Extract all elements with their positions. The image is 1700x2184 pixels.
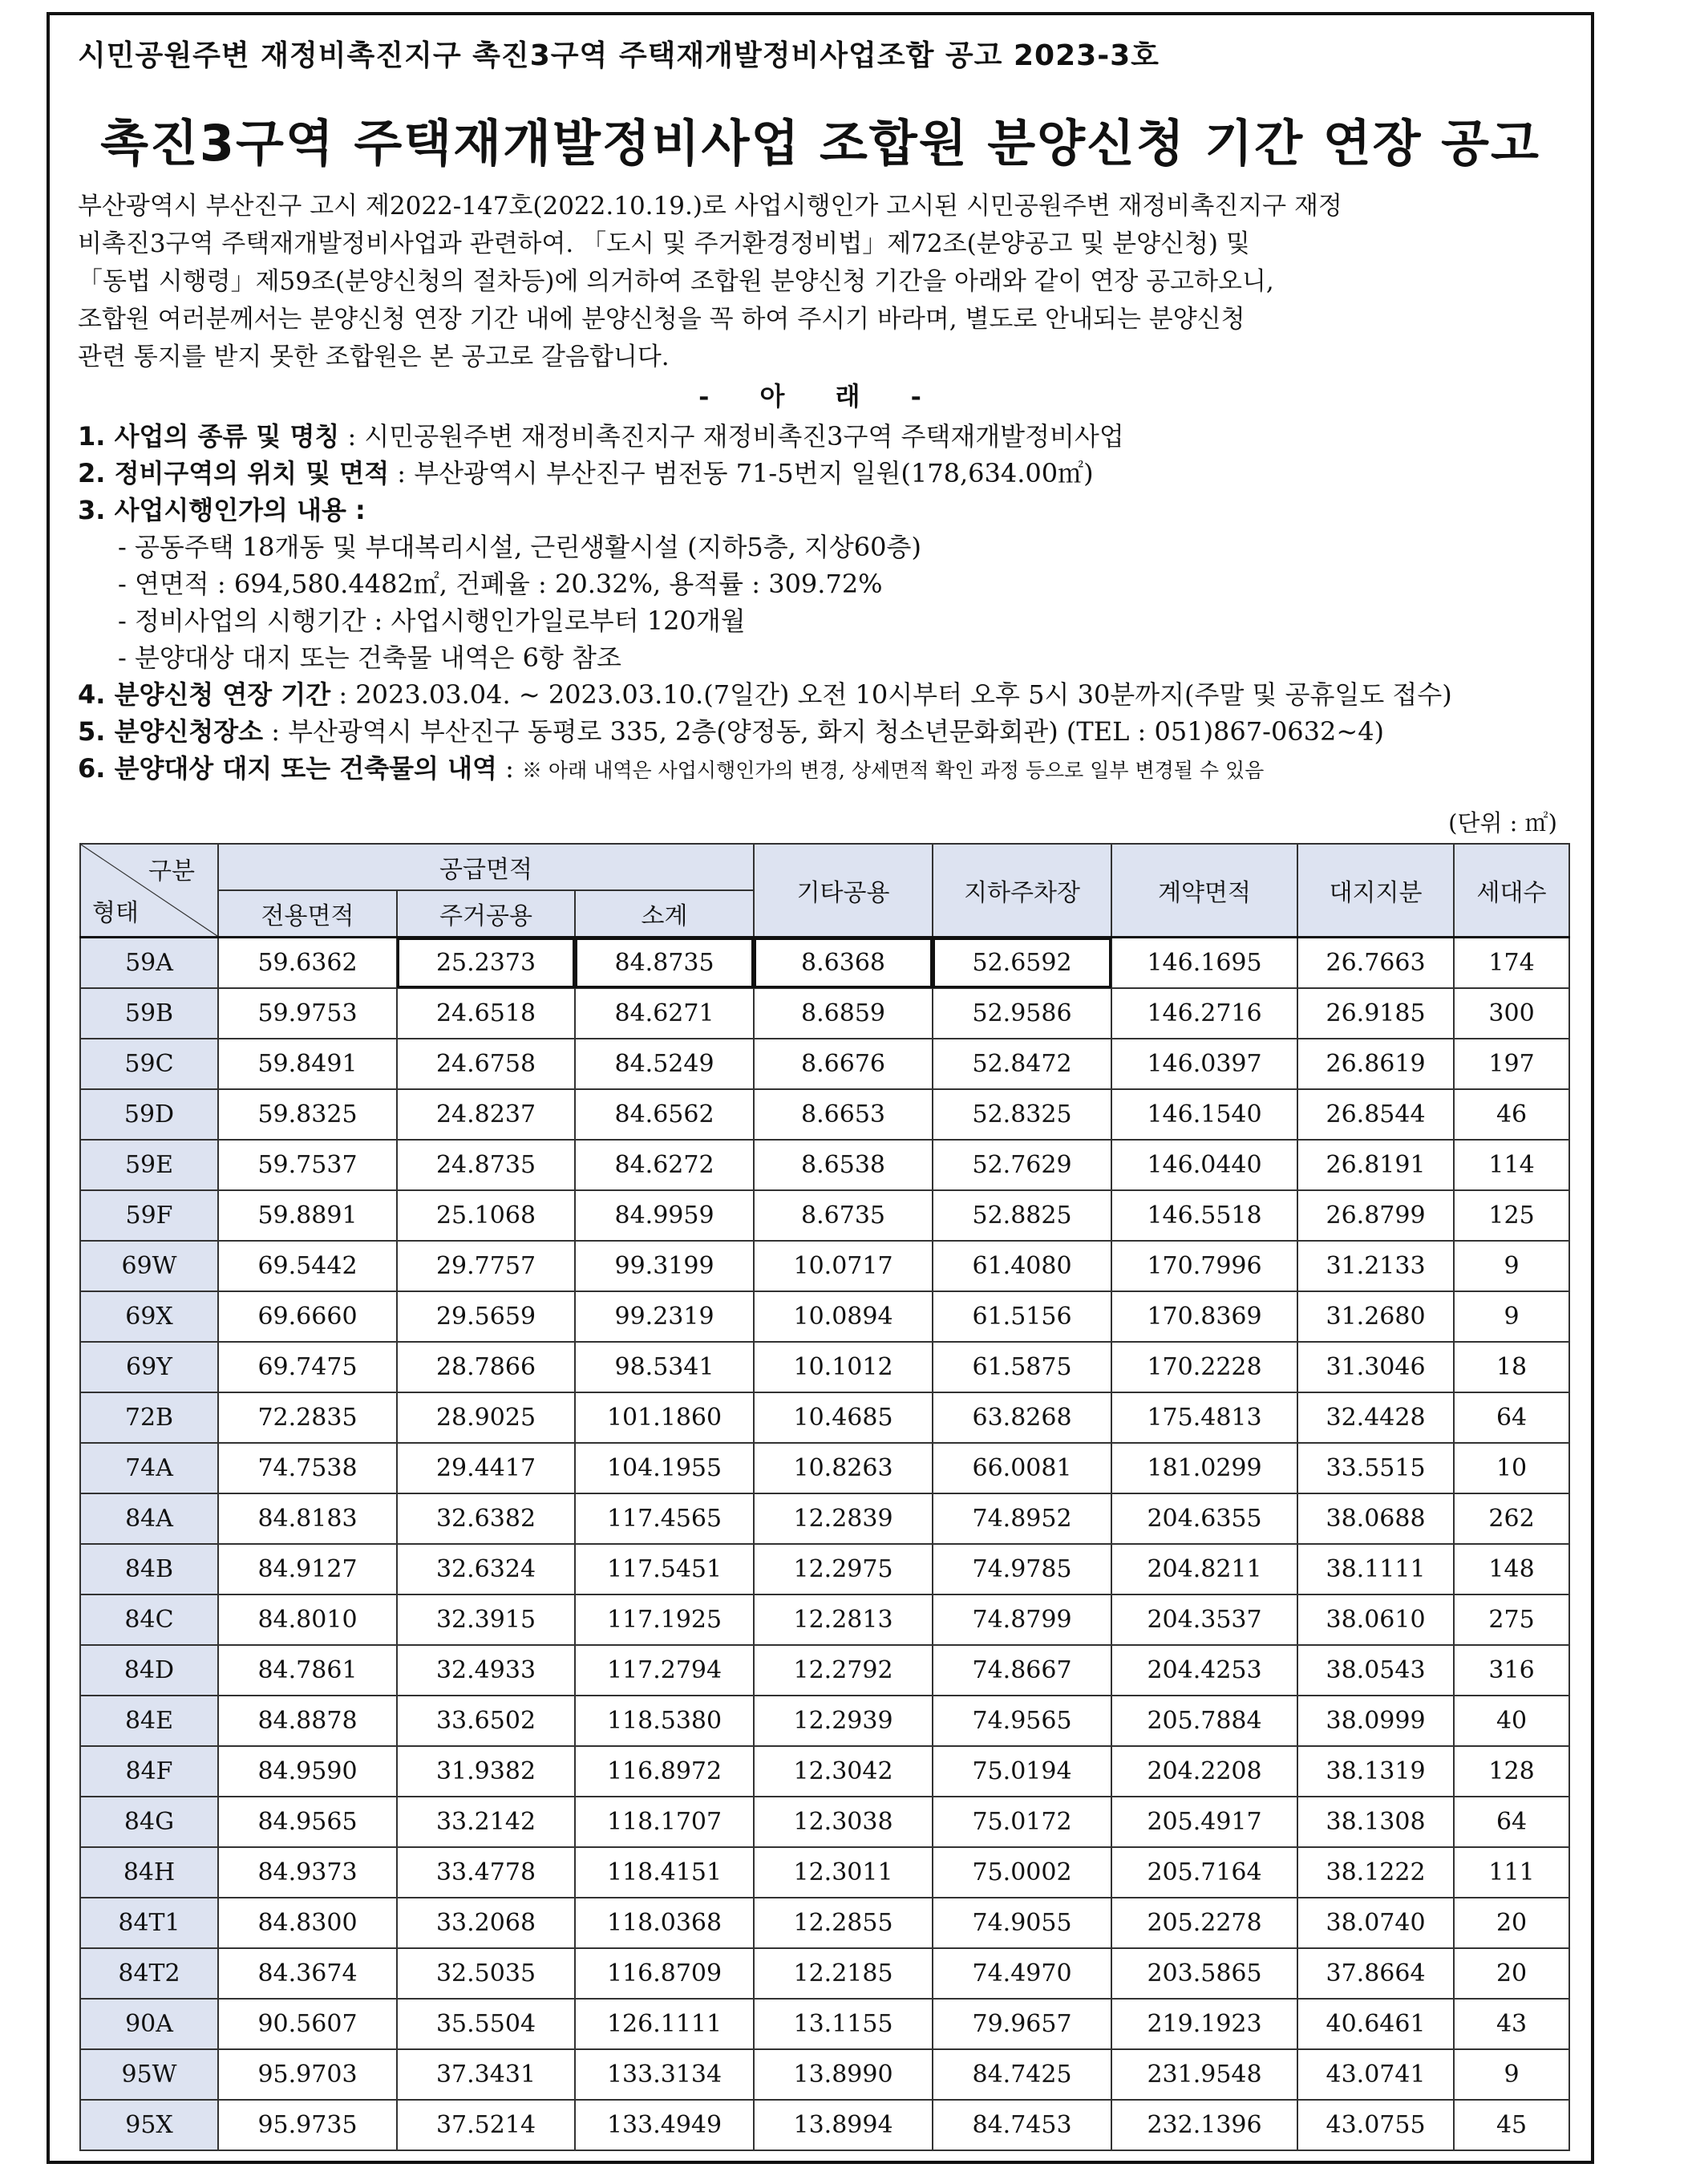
contract-cell: 146.1540 [1111, 1089, 1297, 1140]
households-cell: 43 [1454, 1999, 1569, 2049]
residential-common-cell: 29.5659 [397, 1291, 575, 1342]
parking-cell: 52.8325 [933, 1089, 1111, 1140]
table-row [80, 1999, 1569, 2049]
subtotal-cell: 116.8972 [575, 1746, 754, 1797]
item-6-value: : [496, 753, 523, 784]
intro-line: 「동법 시행령」제59조(분양신청의 절차등)에 의거하여 조합원 분양신청 기간을 아래와 같이 연장 공고하오니, [78, 267, 1274, 296]
type-cell: 69X [80, 1291, 218, 1342]
subtotal-cell: 126.1111 [575, 1999, 754, 2049]
other-common-cell: 12.2813 [754, 1594, 933, 1645]
parking-cell: 74.9565 [933, 1696, 1111, 1746]
parking-cell: 66.0081 [933, 1443, 1111, 1493]
table-row [80, 988, 1569, 1039]
households-cell: 18 [1454, 1342, 1569, 1392]
exclusive-cell: 84.9373 [218, 1847, 397, 1898]
type-cell: 84G [80, 1797, 218, 1847]
residential-common-cell: 24.6518 [397, 988, 575, 1039]
other-common-cell: 10.0894 [754, 1291, 933, 1342]
exclusive-cell: 59.7537 [218, 1140, 397, 1190]
households-cell: 45 [1454, 2100, 1569, 2150]
table-row [80, 1544, 1569, 1594]
table-row [80, 1443, 1569, 1493]
type-cell: 95X [80, 2100, 218, 2150]
exclusive-cell: 69.7475 [218, 1342, 397, 1392]
table-row [80, 1645, 1569, 1696]
subtotal-cell: 101.1860 [575, 1392, 754, 1443]
land-share-cell: 26.8619 [1297, 1039, 1454, 1089]
residential-common-cell: 33.6502 [397, 1696, 575, 1746]
type-cell: 59D [80, 1089, 218, 1140]
households-cell: 40 [1454, 1696, 1569, 1746]
land-share-cell: 33.5515 [1297, 1443, 1454, 1493]
subtotal-cell: 118.1707 [575, 1797, 754, 1847]
residential-common-cell: 33.2142 [397, 1797, 575, 1847]
other-common-cell: 12.3042 [754, 1746, 933, 1797]
type-cell: 69W [80, 1241, 218, 1291]
other-common-cell: 12.2855 [754, 1898, 933, 1948]
type-cell: 84T2 [80, 1948, 218, 1999]
parking-cell: 52.9586 [933, 988, 1111, 1039]
land-share-cell: 38.0740 [1297, 1898, 1454, 1948]
contract-cell: 203.5865 [1111, 1948, 1297, 1999]
item-2 [78, 455, 1567, 492]
subtotal-cell: 117.4565 [575, 1493, 754, 1544]
land-share-cell: 26.8191 [1297, 1140, 1454, 1190]
land-share-cell: 38.1222 [1297, 1847, 1454, 1898]
table-row [80, 1696, 1569, 1746]
other-common-cell: 10.1012 [754, 1342, 933, 1392]
parking-cell: 75.0002 [933, 1847, 1111, 1898]
other-common-cell: 8.6735 [754, 1190, 933, 1241]
exclusive-cell: 69.5442 [218, 1241, 397, 1291]
parking-cell: 61.4080 [933, 1241, 1111, 1291]
table-row [80, 1493, 1569, 1544]
residential-common-cell: 32.5035 [397, 1948, 575, 1999]
residential-common-cell: 32.4933 [397, 1645, 575, 1696]
type-cell: 72B [80, 1392, 218, 1443]
contract-cell: 231.9548 [1111, 2049, 1297, 2100]
notice-items [78, 418, 1567, 789]
type-cell: 84E [80, 1696, 218, 1746]
subtotal-cell: 133.3134 [575, 2049, 754, 2100]
households-cell: 174 [1454, 938, 1569, 989]
subtotal-cell: 84.6272 [575, 1140, 754, 1190]
parking-header: 지하주차장 [933, 844, 1111, 938]
households-cell: 316 [1454, 1645, 1569, 1696]
type-cell: 90A [80, 1999, 218, 2049]
table-row [80, 938, 1569, 989]
notice-header: 시민공원주변 재정비촉진지구 촉진3구역 주택재개발정비사업조합 공고 2023-3호 [78, 39, 1160, 72]
other-common-cell: 13.1155 [754, 1999, 933, 2049]
table-row [80, 1140, 1569, 1190]
households-cell: 125 [1454, 1190, 1569, 1241]
contract-cell: 170.7996 [1111, 1241, 1297, 1291]
unit-label: (단위 : ㎡) [1448, 809, 1557, 837]
subtotal-cell: 84.8735 [575, 938, 754, 989]
other-common-cell: 12.2185 [754, 1948, 933, 1999]
item-3-key: 3. 사업시행인가의 내용 : [78, 495, 366, 525]
item-4-key: 4. 분양신청 연장 기간 [78, 679, 331, 710]
other-common-cell: 12.2939 [754, 1696, 933, 1746]
parking-cell: 79.9657 [933, 1999, 1111, 2049]
parking-cell: 75.0172 [933, 1797, 1111, 1847]
exclusive-area-header: 전용면적 [218, 890, 397, 938]
subtotal-cell: 118.4151 [575, 1847, 754, 1898]
exclusive-cell: 84.8300 [218, 1898, 397, 1948]
households-cell: 197 [1454, 1039, 1569, 1089]
households-header: 세대수 [1454, 844, 1569, 938]
contract-cell: 146.0397 [1111, 1039, 1297, 1089]
residential-common-cell: 28.9025 [397, 1392, 575, 1443]
households-cell: 9 [1454, 1241, 1569, 1291]
item-6-note: ※ 아래 내역은 사업시행인가의 변경, 상세면적 확인 과정 등으로 일부 변경될 수 있음 [522, 759, 1265, 782]
households-cell: 10 [1454, 1443, 1569, 1493]
land-share-cell: 43.0741 [1297, 2049, 1454, 2100]
parking-cell: 52.8825 [933, 1190, 1111, 1241]
other-common-cell: 13.8994 [754, 2100, 933, 2150]
residential-common-header: 주거공용 [397, 890, 575, 938]
parking-cell: 61.5156 [933, 1291, 1111, 1342]
table-row [80, 2100, 1569, 2150]
item-3-sub: - 연면적 : 694,580.4482㎡, 건폐율 : 20.32%, 용적률 : 309.72% [118, 569, 883, 599]
households-cell: 20 [1454, 1898, 1569, 1948]
land-share-cell: 26.8799 [1297, 1190, 1454, 1241]
exclusive-cell: 59.8491 [218, 1039, 397, 1089]
households-cell: 9 [1454, 2049, 1569, 2100]
corner-header [80, 844, 218, 938]
parking-cell: 84.7425 [933, 2049, 1111, 2100]
exclusive-cell: 84.8878 [218, 1696, 397, 1746]
land-share-cell: 38.0543 [1297, 1645, 1454, 1696]
other-common-header: 기타공용 [754, 844, 933, 938]
residential-common-cell: 31.9382 [397, 1746, 575, 1797]
other-common-cell: 10.0717 [754, 1241, 933, 1291]
type-cell: 59A [80, 938, 218, 989]
households-cell: 9 [1454, 1291, 1569, 1342]
contract-area-header: 계약면적 [1111, 844, 1297, 938]
table-row [80, 1898, 1569, 1948]
households-cell: 20 [1454, 1948, 1569, 1999]
residential-common-cell: 35.5504 [397, 1999, 575, 2049]
subtotal-cell: 84.5249 [575, 1039, 754, 1089]
other-common-cell: 8.6676 [754, 1039, 933, 1089]
subtotal-cell: 118.0368 [575, 1898, 754, 1948]
table-row [80, 1342, 1569, 1392]
item-5-key: 5. 분양신청장소 [78, 716, 264, 747]
type-cell: 59C [80, 1039, 218, 1089]
residential-common-cell: 29.7757 [397, 1241, 575, 1291]
contract-cell: 175.4813 [1111, 1392, 1297, 1443]
intro-line: 관련 통지를 받지 못한 조합원은 본 공고로 갈음합니다. [78, 342, 670, 371]
households-cell: 300 [1454, 988, 1569, 1039]
exclusive-cell: 84.9565 [218, 1797, 397, 1847]
households-cell: 262 [1454, 1493, 1569, 1544]
subtotal-cell: 84.6271 [575, 988, 754, 1039]
subtotal-cell: 104.1955 [575, 1443, 754, 1493]
residential-common-cell: 25.2373 [397, 938, 575, 989]
contract-cell: 205.2278 [1111, 1898, 1297, 1948]
area-table [79, 843, 1570, 2151]
table-row [80, 1948, 1569, 1999]
land-share-cell: 26.9185 [1297, 988, 1454, 1039]
type-cell: 84H [80, 1847, 218, 1898]
residential-common-cell: 37.3431 [397, 2049, 575, 2100]
exclusive-cell: 90.5607 [218, 1999, 397, 2049]
table-row [80, 1594, 1569, 1645]
contract-cell: 146.1695 [1111, 938, 1297, 989]
other-common-cell: 8.6368 [754, 938, 933, 989]
land-share-cell: 26.8544 [1297, 1089, 1454, 1140]
exclusive-cell: 84.9127 [218, 1544, 397, 1594]
land-share-cell: 38.0688 [1297, 1493, 1454, 1544]
land-share-cell: 37.8664 [1297, 1948, 1454, 1999]
corner-bottom-label: 형태 [92, 899, 139, 927]
land-share-cell: 38.1111 [1297, 1544, 1454, 1594]
item-1-value: : 시민공원주변 재정비촉진지구 재정비촉진3구역 주택재개발정비사업 [339, 421, 1124, 452]
subtotal-cell: 117.5451 [575, 1544, 754, 1594]
exclusive-cell: 59.8891 [218, 1190, 397, 1241]
land-share-cell: 38.0999 [1297, 1696, 1454, 1746]
item-5 [78, 713, 1567, 750]
other-common-cell: 13.8990 [754, 2049, 933, 2100]
corner-top-label: 구분 [148, 857, 195, 885]
subtotal-cell: 117.1925 [575, 1594, 754, 1645]
exclusive-cell: 59.9753 [218, 988, 397, 1039]
exclusive-cell: 84.3674 [218, 1948, 397, 1999]
type-cell: 95W [80, 2049, 218, 2100]
contract-cell: 181.0299 [1111, 1443, 1297, 1493]
other-common-cell: 12.2839 [754, 1493, 933, 1544]
residential-common-cell: 33.2068 [397, 1898, 575, 1948]
parking-cell: 74.8667 [933, 1645, 1111, 1696]
land-share-cell: 38.0610 [1297, 1594, 1454, 1645]
contract-cell: 205.7164 [1111, 1847, 1297, 1898]
contract-cell: 205.7884 [1111, 1696, 1297, 1746]
table-row [80, 1746, 1569, 1797]
item-3-sub: - 분양대상 대지 또는 건축물 내역은 6항 참조 [118, 642, 621, 673]
residential-common-cell: 32.6324 [397, 1544, 575, 1594]
exclusive-cell: 84.8183 [218, 1493, 397, 1544]
land-share-cell: 38.1319 [1297, 1746, 1454, 1797]
notice-title: 촉진3구역 주택재개발정비사업 조합원 분양신청 기간 연장 공고 [100, 114, 1540, 172]
contract-cell: 170.2228 [1111, 1342, 1297, 1392]
exclusive-cell: 95.9703 [218, 2049, 397, 2100]
type-cell: 84B [80, 1544, 218, 1594]
contract-cell: 232.1396 [1111, 2100, 1297, 2150]
item-2-value: : 부산광역시 부산진구 범전동 71-5번지 일원(178,634.00㎡) [389, 458, 1094, 488]
parking-cell: 74.8952 [933, 1493, 1111, 1544]
land-share-cell: 43.0755 [1297, 2100, 1454, 2150]
type-cell: 84T1 [80, 1898, 218, 1948]
type-cell: 59F [80, 1190, 218, 1241]
households-cell: 128 [1454, 1746, 1569, 1797]
parking-cell: 74.9785 [933, 1544, 1111, 1594]
type-cell: 59E [80, 1140, 218, 1190]
households-cell: 46 [1454, 1089, 1569, 1140]
other-common-cell: 12.3011 [754, 1847, 933, 1898]
subtotal-cell: 98.5341 [575, 1342, 754, 1392]
residential-common-cell: 32.6382 [397, 1493, 575, 1544]
subtotal-cell: 99.2319 [575, 1291, 754, 1342]
households-cell: 114 [1454, 1140, 1569, 1190]
type-cell: 84C [80, 1594, 218, 1645]
other-common-cell: 10.4685 [754, 1392, 933, 1443]
residential-common-cell: 32.3915 [397, 1594, 575, 1645]
exclusive-cell: 84.7861 [218, 1645, 397, 1696]
parking-cell: 52.7629 [933, 1140, 1111, 1190]
residential-common-cell: 28.7866 [397, 1342, 575, 1392]
contract-cell: 204.3537 [1111, 1594, 1297, 1645]
type-cell: 84D [80, 1645, 218, 1696]
subtotal-header: 소계 [575, 890, 754, 938]
subtotal-cell: 99.3199 [575, 1241, 754, 1291]
exclusive-cell: 95.9735 [218, 2100, 397, 2150]
parking-cell: 61.5875 [933, 1342, 1111, 1392]
item-3-sub: - 공동주택 18개동 및 부대복리시설, 근린생활시설 (지하5층, 지상60층) [118, 532, 921, 562]
contract-cell: 204.6355 [1111, 1493, 1297, 1544]
residential-common-cell: 33.4778 [397, 1847, 575, 1898]
table-row [80, 1039, 1569, 1089]
land-share-cell: 26.7663 [1297, 938, 1454, 989]
land-share-cell: 40.6461 [1297, 1999, 1454, 2049]
item-4 [78, 676, 1567, 713]
other-common-cell: 10.8263 [754, 1443, 933, 1493]
contract-cell: 204.8211 [1111, 1544, 1297, 1594]
item-6 [78, 750, 1567, 789]
other-common-cell: 8.6859 [754, 988, 933, 1039]
subtotal-cell: 116.8709 [575, 1948, 754, 1999]
table-row [80, 2049, 1569, 2100]
item-1-key: 1. 사업의 종류 및 명칭 [78, 421, 340, 452]
parking-cell: 75.0194 [933, 1746, 1111, 1797]
intro-line: 비촉진3구역 주택재개발정비사업과 관련하여. 「도시 및 주거환경정비법」제72조(분양공고 및 분양신청) 및 [78, 229, 1250, 258]
other-common-cell: 12.3038 [754, 1797, 933, 1847]
other-common-cell: 12.2792 [754, 1645, 933, 1696]
parking-cell: 74.4970 [933, 1948, 1111, 1999]
parking-cell: 52.8472 [933, 1039, 1111, 1089]
other-common-cell: 8.6538 [754, 1140, 933, 1190]
type-cell: 69Y [80, 1342, 218, 1392]
other-common-cell: 12.2975 [754, 1544, 933, 1594]
exclusive-cell: 59.8325 [218, 1089, 397, 1140]
item-4-value: : 2023.03.04. ~ 2023.03.10.(7일간) 오전 10시부터 오후 5시 30분까지(주말 및 공휴일도 접수) [330, 679, 1452, 710]
parking-cell: 74.9055 [933, 1898, 1111, 1948]
intro-line: 부산광역시 부산진구 고시 제2022-147호(2022.10.19.)로 사업시행인가 고시된 시민공원주변 재정비촉진지구 재정 [78, 192, 1342, 221]
table-row [80, 1190, 1569, 1241]
residential-common-cell: 24.8237 [397, 1089, 575, 1140]
contract-cell: 146.2716 [1111, 988, 1297, 1039]
residential-common-cell: 29.4417 [397, 1443, 575, 1493]
land-share-cell: 38.1308 [1297, 1797, 1454, 1847]
supply-area-header: 공급면적 [218, 844, 754, 890]
land-share-cell: 32.4428 [1297, 1392, 1454, 1443]
residential-common-cell: 24.8735 [397, 1140, 575, 1190]
exclusive-cell: 72.2835 [218, 1392, 397, 1443]
table-row [80, 1291, 1569, 1342]
notice-frame [47, 12, 1594, 2164]
parking-cell: 63.8268 [933, 1392, 1111, 1443]
table-row [80, 1797, 1569, 1847]
other-common-cell: 8.6653 [754, 1089, 933, 1140]
residential-common-cell: 37.5214 [397, 2100, 575, 2150]
exclusive-cell: 84.8010 [218, 1594, 397, 1645]
contract-cell: 219.1923 [1111, 1999, 1297, 2049]
table-row [80, 1847, 1569, 1898]
subtotal-cell: 117.2794 [575, 1645, 754, 1696]
subtotal-cell: 133.4949 [575, 2100, 754, 2150]
land-share-cell: 31.3046 [1297, 1342, 1454, 1392]
subtotal-cell: 84.9959 [575, 1190, 754, 1241]
exclusive-cell: 84.9590 [218, 1746, 397, 1797]
type-cell: 84A [80, 1493, 218, 1544]
subtotal-cell: 118.5380 [575, 1696, 754, 1746]
type-cell: 59B [80, 988, 218, 1039]
type-cell: 84F [80, 1746, 218, 1797]
land-share-cell: 31.2133 [1297, 1241, 1454, 1291]
intro-line: 조합원 여러분께서는 분양신청 연장 기간 내에 분양신청을 꼭 하여 주시기 바라며, 별도로 안내되는 분양신청 [78, 305, 1245, 334]
exclusive-cell: 74.7538 [218, 1443, 397, 1493]
residential-common-cell: 24.6758 [397, 1039, 575, 1089]
contract-cell: 146.5518 [1111, 1190, 1297, 1241]
contract-cell: 170.8369 [1111, 1291, 1297, 1342]
exclusive-cell: 69.6660 [218, 1291, 397, 1342]
item-3-sub: - 정비사업의 시행기간 : 사업시행인가일로부터 120개월 [118, 606, 746, 636]
table-row [80, 1089, 1569, 1140]
subtotal-cell: 84.6562 [575, 1089, 754, 1140]
households-cell: 64 [1454, 1392, 1569, 1443]
contract-cell: 205.4917 [1111, 1797, 1297, 1847]
contract-cell: 204.2208 [1111, 1746, 1297, 1797]
households-cell: 148 [1454, 1544, 1569, 1594]
item-5-value: : 부산광역시 부산진구 동평로 335, 2층(양정동, 화지 청소년문화회관) (TEL : 051)867-0632~4) [263, 716, 1385, 747]
contract-cell: 146.0440 [1111, 1140, 1297, 1190]
residential-common-cell: 25.1068 [397, 1190, 575, 1241]
intro-paragraph [78, 188, 1567, 376]
type-cell: 74A [80, 1443, 218, 1493]
land-share-header: 대지지분 [1297, 844, 1454, 938]
item-1 [78, 418, 1567, 455]
table-row [80, 1241, 1569, 1291]
households-cell: 64 [1454, 1797, 1569, 1847]
table-header [80, 844, 1569, 938]
exclusive-cell: 59.6362 [218, 938, 397, 989]
item-6-key: 6. 분양대상 대지 또는 건축물의 내역 [78, 753, 497, 784]
parking-cell: 74.8799 [933, 1594, 1111, 1645]
item-2-key: 2. 정비구역의 위치 및 면적 [78, 458, 390, 488]
parking-cell: 84.7453 [933, 2100, 1111, 2150]
contract-cell: 204.4253 [1111, 1645, 1297, 1696]
table-row [80, 1392, 1569, 1443]
households-cell: 275 [1454, 1594, 1569, 1645]
land-share-cell: 31.2680 [1297, 1291, 1454, 1342]
households-cell: 111 [1454, 1847, 1569, 1898]
table-body [80, 938, 1569, 2151]
parking-cell: 52.6592 [933, 938, 1111, 989]
item-3 [78, 492, 1567, 529]
section-divider-label: - 아 래 - [698, 381, 942, 411]
